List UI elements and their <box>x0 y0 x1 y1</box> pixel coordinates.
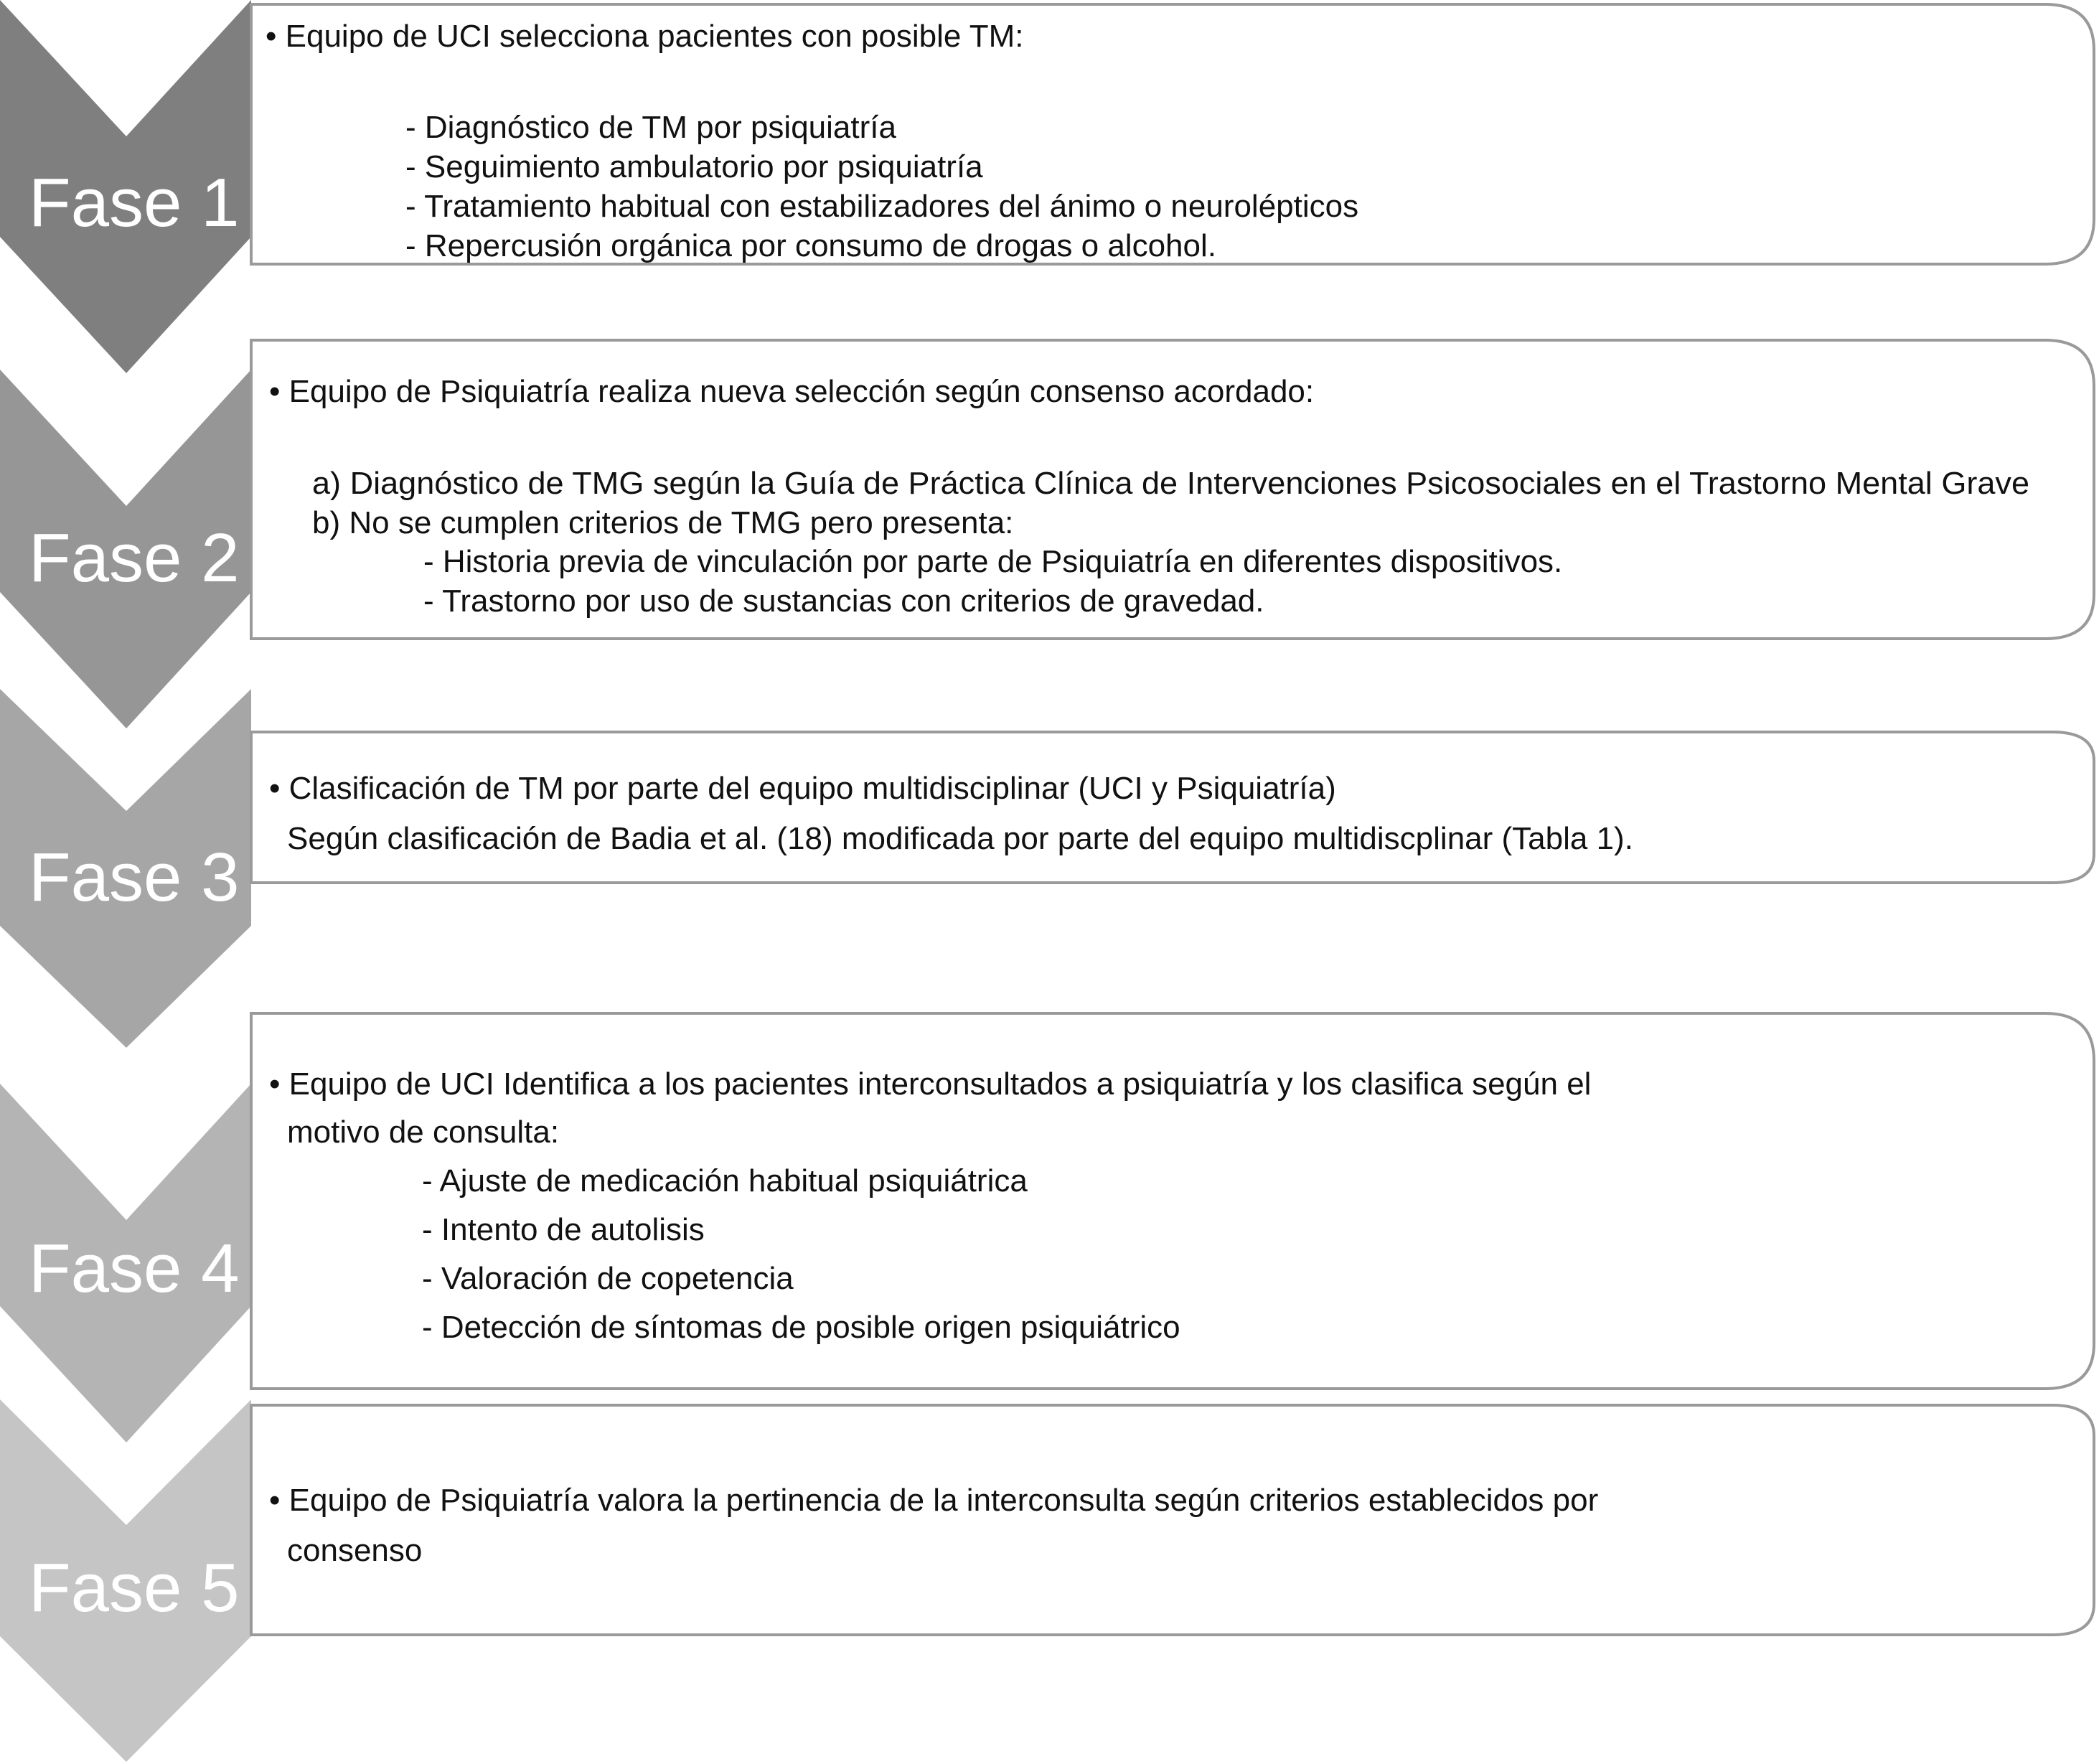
phase-3-line-2: Según clasificación de Badia et al. (18) modificada por parte del equipo multidiscplinar (Tabla 1). <box>287 821 1633 856</box>
phase-4-line-3: - Ajuste de medicación habitual psiquiátrica <box>422 1163 1028 1198</box>
phase-2-line-4: - Historia previa de vinculación por parte de Psiquiatría en diferentes dispositivos. <box>423 544 1563 579</box>
phase-3-line-1: • Clasificación de TM por parte del equipo multidisciplinar (UCI y Psiquiatría) <box>269 771 1336 806</box>
phase-5-line-1: • Equipo de Psiquiatría valora la pertinencia de la interconsulta según criterios establecidos por <box>269 1483 1599 1518</box>
phase-5-box <box>251 1405 2094 1635</box>
phase-5-line-2: consenso <box>287 1533 423 1568</box>
phase-3 <box>0 689 2094 1048</box>
phase-1-line-1: • Equipo de UCI selecciona pacientes con posible TM: <box>266 19 1024 54</box>
phase-1-line-5: - Repercusión orgánica por consumo de drogas o alcohol. <box>405 228 1216 263</box>
phase-4-line-6: - Detección de síntomas de posible origen psiquiátrico <box>422 1310 1180 1345</box>
phase-1 <box>0 0 2094 373</box>
phase-3-label: Fase 3 <box>29 839 240 916</box>
phase-2-line-1: • Equipo de Psiquiatría realiza nueva selección según consenso acordado: <box>269 374 1315 409</box>
phase-4-line-5: - Valoración de copetencia <box>422 1261 794 1296</box>
phase-5-label: Fase 5 <box>29 1549 240 1626</box>
phase-4-line-2: motivo de consulta: <box>287 1115 560 1150</box>
phase-2-label: Fase 2 <box>29 520 240 596</box>
phase-4 <box>0 1013 2094 1442</box>
phase-5 <box>0 1399 2094 1762</box>
phase-1-line-4: - Tratamiento habitual con estabilizadores del ánimo o neurolépticos <box>405 189 1359 224</box>
phase-1-line-3: - Seguimiento ambulatorio por psiquiatría <box>405 149 983 184</box>
phase-2-line-5: - Trastorno por uso de sustancias con criterios de gravedad. <box>423 583 1264 619</box>
phase-4-line-1: • Equipo de UCI Identifica a los pacientes interconsultados a psiquiatría y los clasifica según el <box>269 1066 1592 1102</box>
phase-4-line-4: - Intento de autolisis <box>422 1212 705 1247</box>
phase-1-line-2: - Diagnóstico de TM por psiquiatría <box>405 110 896 145</box>
phase-1-label: Fase 1 <box>29 164 240 241</box>
phase-4-label: Fase 4 <box>29 1230 240 1307</box>
phase-3-box <box>251 732 2094 883</box>
phase-2 <box>0 340 2094 728</box>
phase-2-line-3: b) No se cumplen criterios de TMG pero presenta: <box>312 505 1014 540</box>
phase-2-line-2: a) Diagnóstico de TMG según la Guía de Práctica Clínica de Intervenciones Psicosociales en el Trastorno Mental Grave <box>312 466 2029 501</box>
